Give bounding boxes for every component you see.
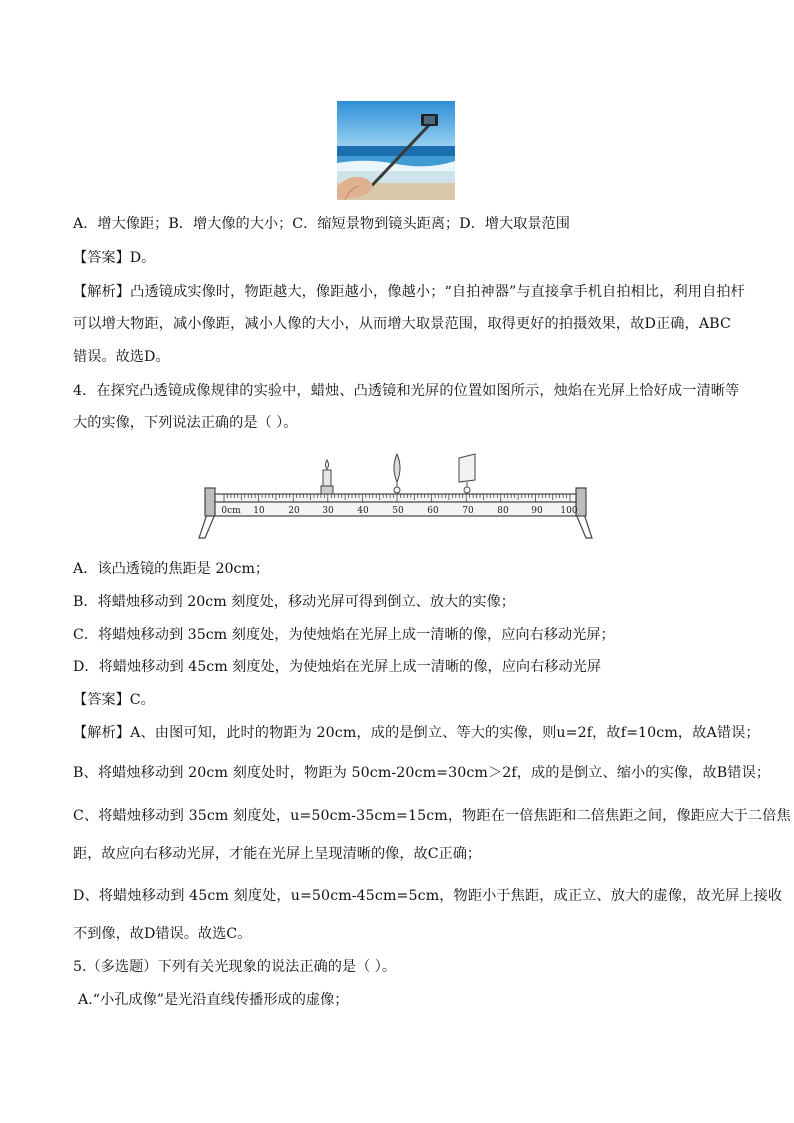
q4-analysis-line-6: 不到像，故D错误。故选C。	[73, 926, 252, 942]
ruler-label: 30	[322, 506, 334, 516]
q4-answer: 【答案】C。	[73, 692, 155, 708]
q4-option-c: C．将蜡烛移动到 35cm 刻度处，为使烛焰在光屏上成一清晰的像，应向右移动光屏；	[73, 627, 615, 643]
ruler-label: 60	[427, 506, 439, 516]
q5-option-a: A.“小孔成像”是光沿直线传播形成的虚像；	[78, 992, 349, 1008]
ruler-label: 90	[531, 506, 543, 516]
ruler-label: 70	[462, 506, 474, 516]
q4-option-d: D．将蜡烛移动到 45cm 刻度处，为使烛焰在光屏上成一清晰的像，应向右移动光屏	[73, 659, 602, 675]
q3-analysis-line-1: 【解析】凸透镜成实像时，物距越大，像距越小，像越小；“自拍神器”与直接拿手机自拍相比，利用自拍杆	[73, 284, 745, 300]
ruler-label: 0cm	[221, 506, 241, 516]
ruler-label: 100	[560, 506, 578, 516]
ruler-label: 40	[357, 506, 369, 516]
q5-stem: 5.（多选题）下列有关光现象的说法正确的是（ ）。	[73, 959, 397, 975]
q4-analysis-line-4: 距，故应向右移动光屏，才能在光屏上呈现清晰的像，故C正确；	[73, 846, 482, 862]
q3-answer: 【答案】D。	[73, 250, 156, 266]
q4-option-a: A．该凸透镜的焦距是 20cm；	[73, 561, 270, 577]
ruler-label: 80	[497, 506, 509, 516]
ruler-label: 50	[392, 506, 404, 516]
q4-stem-line-1: 4．在探究凸透镜成像规律的实验中，蜡烛、凸透镜和光屏的位置如图所示，烛焰在光屏上恰好成一清晰等	[73, 383, 740, 399]
ruler-label: 20	[288, 506, 300, 516]
q3-analysis-line-2: 可以增大物距，减小像距，减小人像的大小，从而增大取景范围，取得更好的拍摄效果，故D正确，ABC	[73, 316, 731, 332]
q3-options: A．增大像距；B．增大像的大小；C．缩短景物到镜头距离；D．增大取景范围	[73, 216, 570, 232]
selfie-stick-photo	[337, 101, 455, 200]
q4-stem-line-2: 大的实像，下列说法正确的是（ ）。	[73, 415, 298, 431]
q4-analysis-line-5: D、将蜡烛移动到 45cm 刻度处，u=50cm-45cm=5cm，物距小于焦距，成正立、放大的虚像，故光屏上接收	[73, 888, 783, 904]
candle	[321, 460, 333, 494]
svg-text:..: ..	[433, 192, 437, 199]
q4-analysis-line-3: C、将蜡烛移动到 35cm 刻度处，u=50cm-35cm=15cm，物距在一倍焦距和二倍焦距之间，像距应大于二倍焦	[73, 808, 791, 824]
q4-option-b: B．将蜡烛移动到 20cm 刻度处，移动光屏可得到倒立、放大的实像；	[73, 594, 515, 610]
optical-bench-diagram	[193, 452, 598, 542]
light-screen	[459, 454, 475, 493]
q3-analysis-line-3: 错误。故选D。	[73, 349, 170, 365]
convex-lens	[394, 454, 400, 493]
q4-analysis-line-2: B、将蜡烛移动到 20cm 刻度处时，物距为 50cm-20cm=30cm＞2f，成的是倒立、缩小的实像，故B错误；	[73, 765, 771, 781]
ruler-label: 10	[253, 506, 265, 516]
q4-analysis-line-1: 【解析】A、由图可知，此时的物距为 20cm，成的是倒立、等大的实像，则u=2f，故f=10cm，故A错误；	[73, 725, 760, 741]
